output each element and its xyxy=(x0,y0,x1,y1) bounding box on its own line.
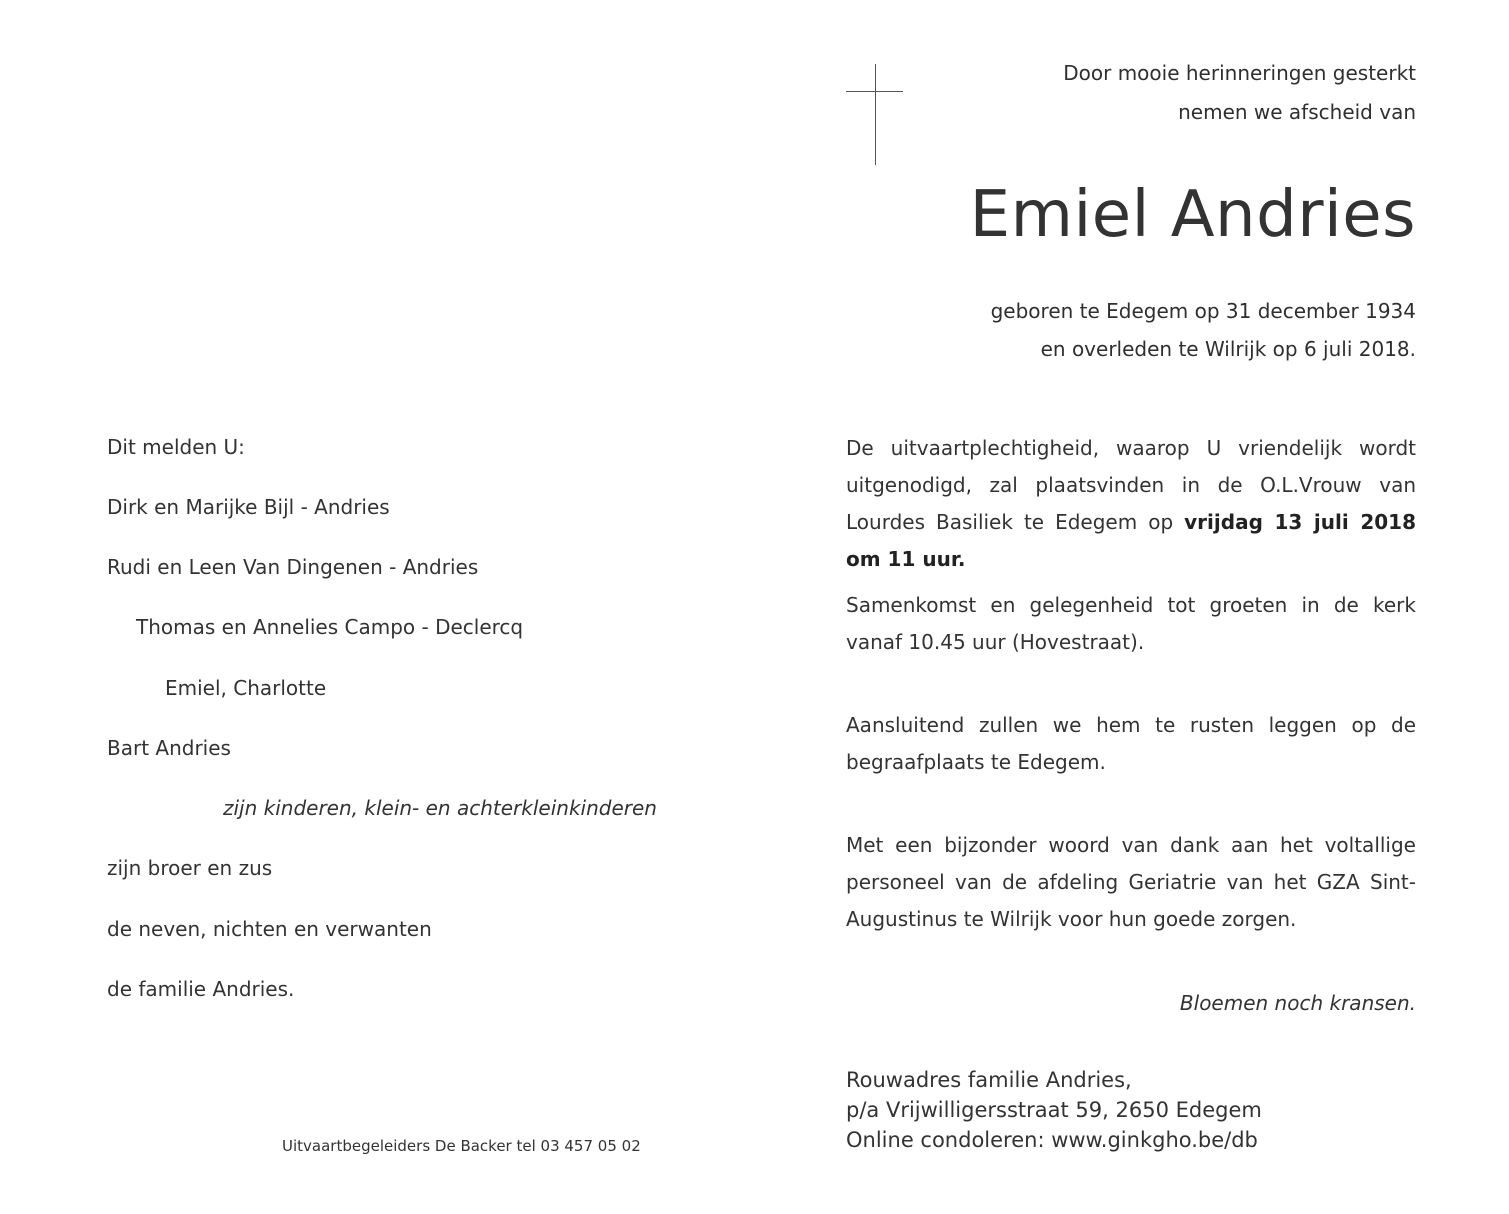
relatives-line: de neven, nichten en verwanten xyxy=(107,917,432,941)
gathering-paragraph: Samenkomst en gelegenheid tot groeten in de kerk vanaf 10.45 uur (Hovestraat). xyxy=(846,593,1416,654)
family-line-4: Emiel, Charlotte xyxy=(165,676,327,700)
ceremony-date: vrijdag 13 juli 2018 om 11 uur. xyxy=(846,510,1416,571)
family-line-3: Thomas en Annelies Campo - Declercq xyxy=(136,615,524,639)
address-line-1: Rouwadres familie Andries, xyxy=(846,1068,1132,1092)
funeral-director-footer: Uitvaartbegeleiders De Backer tel 03 457 05 02 xyxy=(282,1137,641,1155)
address-line-3: Online condoleren: www.ginkgho.be/db xyxy=(846,1128,1258,1152)
thanks-paragraph: Met een bijzonder woord van dank aan het voltallige personeel van de afdeling Geriatrie van het GZA Sint-Augustinus te Wilrijk voor hun goede zorgen. xyxy=(846,833,1416,931)
flowers-note: Bloemen noch kransen. xyxy=(1179,991,1416,1015)
family-line-1: Dirk en Marijke Bijl - Andries xyxy=(107,495,390,519)
burial-paragraph: Aansluitend zullen we hem te rusten leggen op de begraafplaats te Edegem. xyxy=(846,713,1416,774)
ceremony-paragraph xyxy=(846,430,1416,578)
heading-line-2: nemen we afscheid van xyxy=(1178,100,1416,124)
birth-line: geboren te Edegem op 31 december 1934 xyxy=(990,299,1416,323)
siblings-line: zijn broer en zus xyxy=(107,856,273,880)
family-line-5: Bart Andries xyxy=(107,736,231,760)
family-line-2: Rudi en Leen Van Dingenen - Andries xyxy=(107,555,479,579)
deceased-name: Emiel Andries xyxy=(969,178,1416,252)
ceremony-text: De uitvaartplechtigheid, waarop U vriendelijk wordt uitgenodigd, zal plaatsvinden in de O.L.Vrouw van Lourdes Basiliek te Edegem op xyxy=(846,436,1416,534)
cross-vertical-bar xyxy=(875,64,876,165)
death-line: en overleden te Wilrijk op 6 juli 2018. xyxy=(1040,337,1416,361)
family-name-line: de familie Andries. xyxy=(107,977,295,1001)
address-line-2: p/a Vrijwilligersstraat 59, 2650 Edegem xyxy=(846,1098,1262,1122)
cross-horizontal-bar xyxy=(846,91,903,92)
family-intro: Dit melden U: xyxy=(107,435,245,459)
mourning-address xyxy=(846,1065,1262,1155)
children-label: zijn kinderen, klein- en achterkleinkinderen xyxy=(223,796,657,820)
heading-line-1: Door mooie herinneringen gesterkt xyxy=(1063,61,1416,85)
